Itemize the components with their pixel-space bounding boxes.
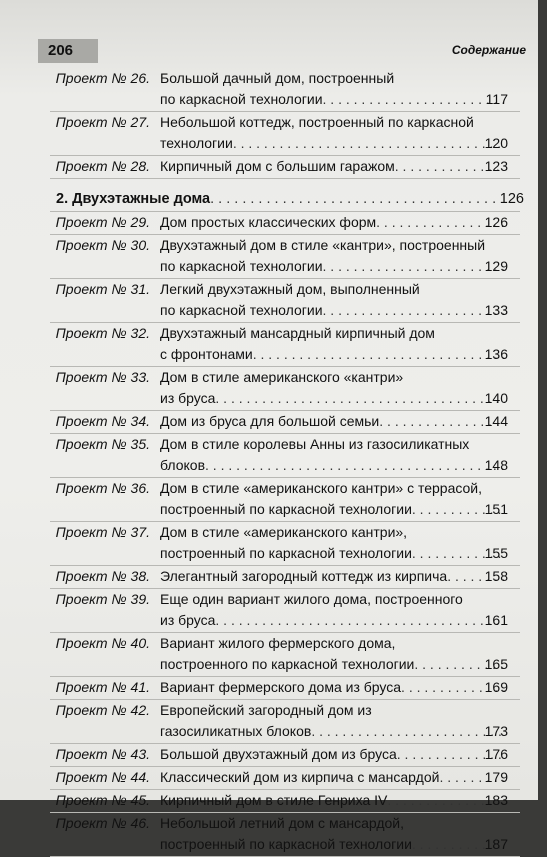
dot-leader — [210, 189, 496, 210]
entry-title-line: Еще один вариант жилого дома, построенного — [160, 591, 463, 607]
entry-label: Проект № 37. — [55, 524, 150, 540]
toc-entry — [0, 112, 520, 154]
section-heading — [56, 189, 524, 210]
entry-page-number: 183 — [484, 792, 508, 808]
dot-leader — [233, 133, 505, 154]
entry-title — [160, 112, 505, 154]
toc-entry — [0, 589, 520, 631]
entry-label: Проект № 44. — [55, 769, 150, 785]
entry-title — [160, 235, 505, 277]
entry-label: Проект № 42. — [55, 702, 150, 718]
entry-label: Проект № 46. — [55, 815, 150, 831]
entry-title — [160, 434, 505, 476]
entry-title-line: Двухэтажный мансардный кирпичный дом — [160, 325, 435, 341]
entry-label: Проект № 39. — [55, 591, 150, 607]
entry-label: Проект № 38. — [55, 568, 150, 584]
entry-title-line: Дом в стиле «американского кантри», — [160, 524, 408, 540]
entry-title — [160, 156, 505, 177]
entry-title — [160, 478, 505, 520]
entry-page-number: 187 — [484, 836, 508, 852]
entry-label: Проект № 34. — [55, 413, 150, 429]
entry-title — [160, 677, 505, 698]
entry-title — [160, 589, 505, 631]
entry-page-number: 126 — [484, 214, 508, 230]
entry-title-line: блоков — [160, 457, 206, 473]
entry-label: Проект № 40. — [55, 635, 150, 651]
entry-page-number: 144 — [484, 413, 508, 429]
entry-title-line: Большой дачный дом, построенный — [160, 70, 395, 86]
entry-title-line: Европейский загородный дом из — [160, 702, 372, 718]
toc-entry — [0, 790, 520, 811]
entry-title-line: по каркасной технологии — [160, 258, 323, 274]
toc-entry — [0, 279, 520, 321]
entry-label: Проект № 29. — [55, 214, 150, 230]
running-title: Содержание — [451, 43, 526, 57]
entry-title-line: по каркасной технологии — [160, 91, 323, 107]
dot-leader — [215, 610, 505, 631]
entry-title-line: газосиликатных блоков — [160, 723, 312, 739]
entry-title-line: построенного по каркасной технологии — [160, 656, 415, 672]
entry-page-number: 140 — [484, 390, 508, 406]
entry-label: Проект № 27. — [55, 114, 150, 130]
entry-title — [160, 700, 505, 742]
entry-title-line: Большой двухэтажный дом из бруса — [160, 746, 397, 762]
entry-title-line: Дом в стиле королевы Анны из газосиликатных — [160, 436, 470, 452]
entry-title-line: Вариант жилого фермерского дома, — [160, 635, 396, 651]
toc-entry — [0, 68, 520, 110]
entry-title — [160, 68, 505, 110]
toc-entry — [0, 478, 520, 520]
page-header — [18, 36, 532, 64]
entry-title — [160, 633, 505, 675]
entry-page-number: 173 — [484, 723, 508, 739]
toc-entry — [0, 434, 520, 476]
entry-title-line: Небольшой летний дом с мансардой, — [160, 815, 405, 831]
toc-entry — [0, 677, 520, 698]
entry-title-line: Элегантный загородный коттедж из кирпича — [160, 568, 448, 584]
entry-title-line: по каркасной технологии — [160, 302, 323, 318]
entry-title-line: Дом в стиле американского «кантри» — [160, 369, 404, 385]
entry-page-number: 117 — [485, 91, 508, 107]
entry-page-number: 120 — [484, 135, 508, 151]
page-number: 206 — [38, 39, 98, 63]
toc-entry — [0, 235, 520, 277]
entry-title-line: из бруса — [160, 390, 216, 406]
section-title: 2. Двухэтажные дома — [56, 191, 211, 207]
entry-label: Проект № 26. — [55, 70, 150, 86]
entry-page-number: 158 — [484, 568, 508, 584]
toc-entry — [0, 411, 520, 432]
entry-title-line: Легкий двухэтажный дом, выполненный — [160, 281, 420, 297]
toc-entry — [0, 813, 520, 855]
entry-title-line: построенный по каркасной технологии — [160, 501, 412, 517]
entry-label: Проект № 43. — [55, 746, 150, 762]
toc-entry — [0, 767, 520, 788]
entry-label: Проект № 41. — [55, 679, 150, 695]
entry-page-number: 165 — [484, 656, 508, 672]
entry-title-line: из бруса — [160, 612, 216, 628]
entry-page-number: 155 — [484, 545, 508, 561]
entry-page-number: 136 — [484, 346, 508, 362]
toc-entry — [0, 700, 520, 742]
dot-leader — [215, 388, 505, 409]
entry-title-line: Дом из бруса для большой семьи — [160, 413, 380, 429]
entry-title — [160, 566, 505, 587]
entry-title-line: Дом простых классических форм — [160, 214, 377, 230]
entry-title — [160, 212, 505, 233]
entry-title-line: Вариант фермерского дома из бруса — [160, 679, 402, 695]
divider — [50, 178, 520, 179]
entry-page-number: 151 — [484, 501, 508, 517]
entry-label: Проект № 45. — [55, 792, 150, 808]
entry-title — [160, 790, 505, 811]
entry-page-number: 123 — [484, 158, 508, 174]
entry-title — [160, 323, 505, 365]
entry-title-line: с фронтонами — [160, 346, 253, 362]
entry-title — [160, 767, 505, 788]
entry-label: Проект № 33. — [55, 369, 150, 385]
entry-label: Проект № 35. — [55, 436, 150, 452]
entry-title-line: построенный по каркасной технологии — [160, 545, 412, 561]
toc-entry — [0, 323, 520, 365]
entry-title-line: технологии — [160, 135, 233, 151]
entry-title — [160, 522, 505, 564]
entry-title — [160, 411, 505, 432]
entry-page-number: 179 — [484, 769, 508, 785]
toc-entry — [0, 522, 520, 564]
toc-entry — [0, 156, 520, 177]
entry-title-line: Классический дом из кирпича с мансардой — [160, 769, 440, 785]
entry-page-number: 133 — [484, 302, 508, 318]
entry-title-line: построенный по каркасной технологии — [160, 836, 412, 852]
entry-title — [160, 279, 505, 321]
entry-title-line: Небольшой коттедж, построенный по каркасной — [160, 114, 474, 130]
entry-title-line: Дом в стиле «американского кантри» с террасой, — [160, 480, 483, 496]
toc-entry — [0, 633, 520, 675]
entry-title-line: Двухэтажный дом в стиле «кантри», построенный — [160, 237, 486, 253]
toc-entry — [0, 367, 520, 409]
entry-page-number: 129 — [484, 258, 508, 274]
section-page-number: 126 — [499, 191, 524, 207]
toc-entry — [0, 212, 520, 233]
entry-title-line: Кирпичный дом в стиле Генриха IV — [160, 792, 388, 808]
entry-label: Проект № 31. — [55, 281, 150, 297]
entry-title — [160, 813, 505, 855]
entry-label: Проект № 32. — [55, 325, 150, 341]
toc-entry — [0, 566, 520, 587]
entry-page-number: 148 — [484, 457, 508, 473]
dot-leader — [205, 455, 505, 476]
entry-title — [160, 367, 505, 409]
entry-label: Проект № 36. — [55, 480, 150, 496]
entry-label: Проект № 30. — [55, 237, 150, 253]
toc-entry — [0, 744, 520, 765]
entry-page-number: 176 — [484, 746, 508, 762]
entry-label: Проект № 28. — [55, 158, 150, 174]
entry-title-line: Кирпичный дом с большим гаражом — [160, 158, 395, 174]
entry-page-number: 169 — [484, 679, 508, 695]
entry-title — [160, 744, 505, 765]
entry-page-number: 161 — [484, 612, 508, 628]
